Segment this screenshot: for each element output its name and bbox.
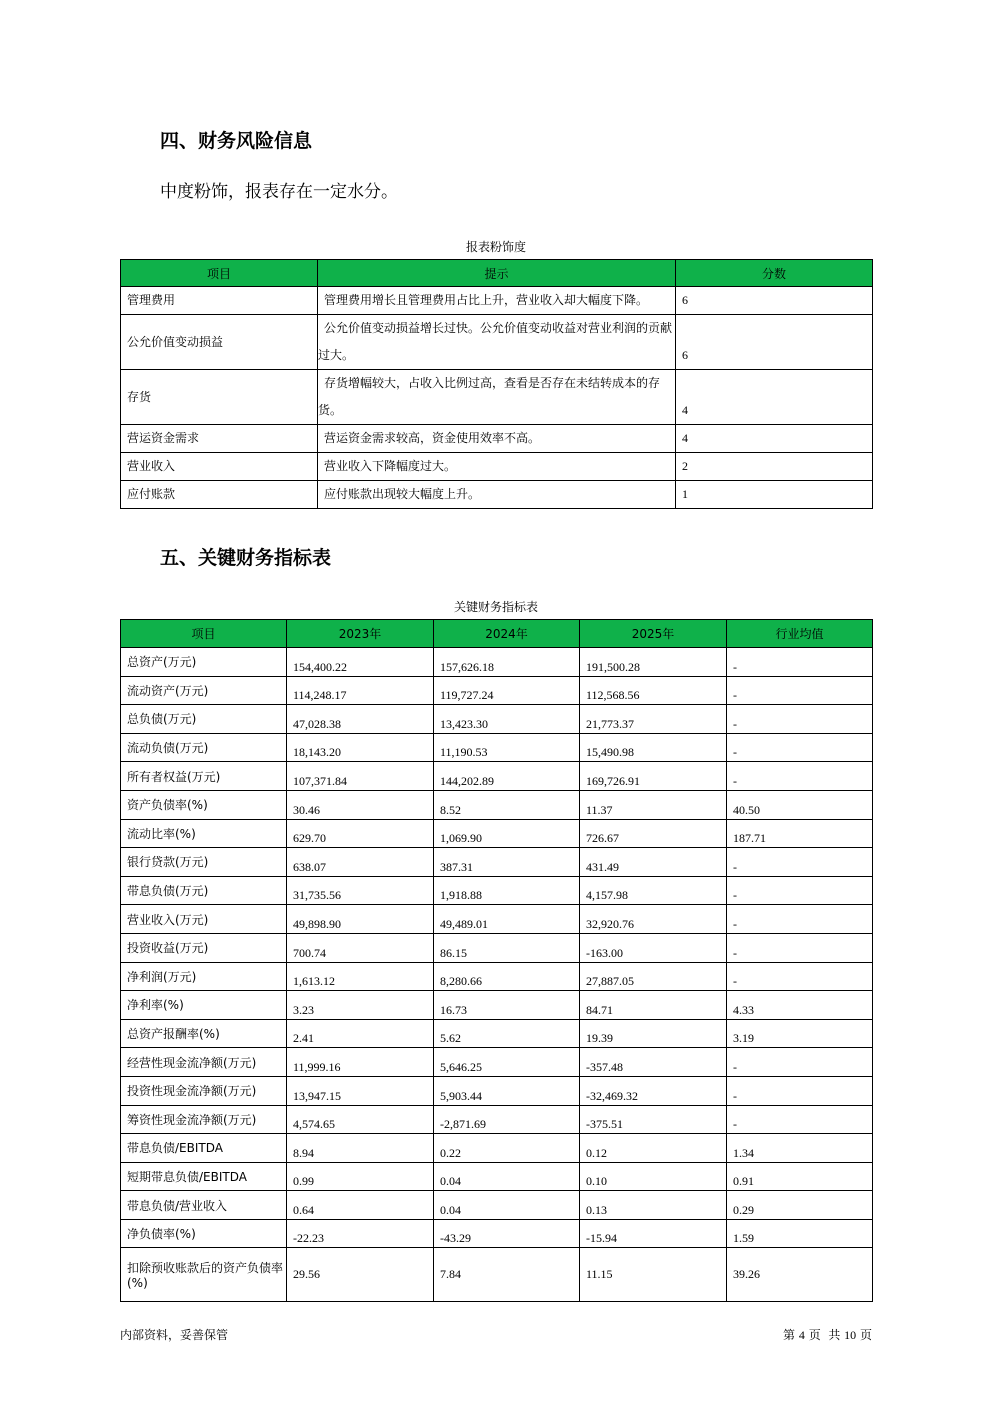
kpi-item: 净利润(万元) — [121, 962, 287, 991]
kpi-header-item: 项目 — [121, 620, 287, 648]
kpi-2025: 4,157.98 — [580, 876, 727, 905]
kpi-2024: 13,423.30 — [434, 705, 580, 734]
kpi-item: 扣除预收账款后的资产负债率(%) — [121, 1248, 287, 1302]
kpi-2023: 114,248.17 — [287, 676, 434, 705]
kpi-row — [121, 905, 873, 934]
footer-page-suffix: 页 — [859, 1328, 872, 1342]
kpi-item: 银行贷款(万元) — [121, 848, 287, 877]
kpi-2023: 629.70 — [287, 819, 434, 848]
kpi-industry: - — [727, 1105, 873, 1134]
kpi-header-2023: 2023年 — [287, 620, 434, 648]
risk-hint-text: 应付账款出现较大幅度上升。 — [324, 487, 481, 501]
kpi-2025: 84.71 — [580, 991, 727, 1020]
kpi-item: 资产负债率(%) — [121, 790, 287, 819]
kpi-2025: -15.94 — [580, 1219, 727, 1248]
kpi-2023: 31,735.56 — [287, 876, 434, 905]
kpi-row — [121, 733, 873, 762]
kpi-industry: - — [727, 705, 873, 734]
kpi-industry: - — [727, 876, 873, 905]
kpi-2023: 11,999.16 — [287, 1048, 434, 1077]
footer-page-mid: 页 共 — [808, 1328, 841, 1342]
kpi-industry: 0.29 — [727, 1191, 873, 1220]
risk-header-item: 项目 — [121, 260, 318, 287]
kpi-industry: - — [727, 962, 873, 991]
kpi-row — [121, 790, 873, 819]
risk-summary: 中度粉饰，报表存在一定水分。 — [160, 182, 398, 202]
kpi-item: 筹资性现金流净额(万元) — [121, 1105, 287, 1134]
kpi-item: 净利率(%) — [121, 991, 287, 1020]
kpi-2023: 3.23 — [287, 991, 434, 1020]
kpi-item: 总资产(万元) — [121, 648, 287, 677]
kpi-row — [121, 1248, 873, 1302]
risk-score: 1 — [676, 481, 873, 509]
risk-item: 营运资金需求 — [121, 425, 318, 453]
kpi-row — [121, 876, 873, 905]
kpi-2025: 0.12 — [580, 1134, 727, 1163]
kpi-row — [121, 1191, 873, 1220]
kpi-2023: 638.07 — [287, 848, 434, 877]
risk-hint — [318, 287, 676, 315]
kpi-industry: 1.59 — [727, 1219, 873, 1248]
kpi-item: 经营性现金流净额(万元) — [121, 1048, 287, 1077]
risk-item: 管理费用 — [121, 287, 318, 315]
kpi-header-2025: 2025年 — [580, 620, 727, 648]
risk-hint — [318, 425, 676, 453]
risk-hint — [318, 315, 676, 370]
kpi-2024: -2,871.69 — [434, 1105, 580, 1134]
kpi-row — [121, 991, 873, 1020]
risk-score: 4 — [676, 370, 873, 425]
risk-hint — [318, 453, 676, 481]
kpi-2024: 1,069.90 — [434, 819, 580, 848]
kpi-header-industry: 行业均值 — [727, 620, 873, 648]
kpi-industry: 4.33 — [727, 991, 873, 1020]
risk-header-score: 分数 — [676, 260, 873, 287]
kpi-2023: 2.41 — [287, 1019, 434, 1048]
kpi-industry: 0.91 — [727, 1162, 873, 1191]
kpi-item: 所有者权益(万元) — [121, 762, 287, 791]
kpi-2023: 0.99 — [287, 1162, 434, 1191]
kpi-2023: 29.56 — [287, 1248, 434, 1302]
risk-table-caption: 报表粉饰度 — [465, 240, 526, 254]
kpi-2025: -357.48 — [580, 1048, 727, 1077]
kpi-row — [121, 762, 873, 791]
kpi-item: 投资性现金流净额(万元) — [121, 1076, 287, 1105]
risk-row — [121, 453, 873, 481]
kpi-2025: -32,469.32 — [580, 1076, 727, 1105]
kpi-item: 带息负债/营业收入 — [121, 1191, 287, 1220]
kpi-2024: 5.62 — [434, 1019, 580, 1048]
kpi-row — [121, 1076, 873, 1105]
footer-page-number — [783, 1326, 872, 1343]
risk-score: 2 — [676, 453, 873, 481]
kpi-2025: 431.49 — [580, 848, 727, 877]
kpi-2025: 726.67 — [580, 819, 727, 848]
kpi-industry: - — [727, 848, 873, 877]
kpi-2023: 30.46 — [287, 790, 434, 819]
kpi-2025: -375.51 — [580, 1105, 727, 1134]
kpi-2023: 0.64 — [287, 1191, 434, 1220]
kpi-row — [121, 1162, 873, 1191]
risk-row — [121, 481, 873, 509]
kpi-item: 短期带息负债/EBITDA — [121, 1162, 287, 1191]
kpi-row — [121, 848, 873, 877]
kpi-row — [121, 1105, 873, 1134]
kpi-2025: 112,568.56 — [580, 676, 727, 705]
risk-score: 4 — [676, 425, 873, 453]
kpi-item: 带息负债/EBITDA — [121, 1134, 287, 1163]
kpi-2024: 144,202.89 — [434, 762, 580, 791]
kpi-2023: 49,898.90 — [287, 905, 434, 934]
risk-item: 营业收入 — [121, 453, 318, 481]
kpi-table-caption: 关键财务指标表 — [453, 600, 538, 614]
kpi-item: 总资产报酬率(%) — [121, 1019, 287, 1048]
kpi-item: 总负债(万元) — [121, 705, 287, 734]
kpi-2024: 8,280.66 — [434, 962, 580, 991]
kpi-2023: 47,028.38 — [287, 705, 434, 734]
risk-hint — [318, 481, 676, 509]
risk-row — [121, 425, 873, 453]
kpi-industry: 40.50 — [727, 790, 873, 819]
kpi-2024: 86.15 — [434, 933, 580, 962]
kpi-2024: 0.04 — [434, 1162, 580, 1191]
kpi-2024: 49,489.01 — [434, 905, 580, 934]
kpi-2023: 4,574.65 — [287, 1105, 434, 1134]
kpi-industry: - — [727, 933, 873, 962]
kpi-row — [121, 1219, 873, 1248]
kpi-row — [121, 1134, 873, 1163]
kpi-2025: 0.13 — [580, 1191, 727, 1220]
footer-page-prefix: 第 — [783, 1328, 796, 1342]
kpi-2024: 119,727.24 — [434, 676, 580, 705]
kpi-2025: 15,490.98 — [580, 733, 727, 762]
kpi-2024: 0.04 — [434, 1191, 580, 1220]
kpi-item: 净负债率(%) — [121, 1219, 287, 1248]
kpi-item: 投资收益(万元) — [121, 933, 287, 962]
kpi-2024: 387.31 — [434, 848, 580, 877]
kpi-2024: 8.52 — [434, 790, 580, 819]
kpi-row — [121, 1019, 873, 1048]
risk-hint-text: 公允价值变动损益增长过快。公允价值变动收益对营业利润的贡献过大。 — [318, 321, 673, 362]
footer-page-current: 4 — [798, 1328, 805, 1342]
kpi-2024: 5,903.44 — [434, 1076, 580, 1105]
kpi-item: 流动资产(万元) — [121, 676, 287, 705]
kpi-industry: - — [727, 676, 873, 705]
kpi-2024: 7.84 — [434, 1248, 580, 1302]
kpi-2024: 11,190.53 — [434, 733, 580, 762]
risk-hint-text: 营业收入下降幅度过大。 — [324, 459, 457, 473]
kpi-industry: 187.71 — [727, 819, 873, 848]
risk-row — [121, 370, 873, 425]
kpi-header-2024: 2024年 — [434, 620, 580, 648]
kpi-industry: - — [727, 1076, 873, 1105]
kpi-2025: 21,773.37 — [580, 705, 727, 734]
kpi-row — [121, 705, 873, 734]
kpi-2024: 0.22 — [434, 1134, 580, 1163]
kpi-2025: 32,920.76 — [580, 905, 727, 934]
risk-item: 应付账款 — [121, 481, 318, 509]
kpi-2023: 18,143.20 — [287, 733, 434, 762]
risk-score: 6 — [676, 287, 873, 315]
kpi-2024: 1,918.88 — [434, 876, 580, 905]
risk-table — [120, 259, 873, 509]
kpi-2025: 19.39 — [580, 1019, 727, 1048]
kpi-industry: - — [727, 648, 873, 677]
kpi-2023: 13,947.15 — [287, 1076, 434, 1105]
footer-page-total: 10 — [844, 1328, 857, 1342]
kpi-2024: 16.73 — [434, 991, 580, 1020]
kpi-item: 带息负债(万元) — [121, 876, 287, 905]
risk-row — [121, 287, 873, 315]
kpi-2025: 27,887.05 — [580, 962, 727, 991]
kpi-2025: 11.37 — [580, 790, 727, 819]
kpi-row — [121, 819, 873, 848]
kpi-2023: 1,613.12 — [287, 962, 434, 991]
risk-hint-text: 营运资金需求较高，资金使用效率不高。 — [324, 431, 541, 445]
kpi-2023: 107,371.84 — [287, 762, 434, 791]
kpi-row — [121, 933, 873, 962]
kpi-2025: 191,500.28 — [580, 648, 727, 677]
kpi-item: 营业收入(万元) — [121, 905, 287, 934]
kpi-2023: 154,400.22 — [287, 648, 434, 677]
kpi-industry: - — [727, 905, 873, 934]
section-heading-risk: 四、财务风险信息 — [160, 130, 313, 152]
kpi-2025: 0.10 — [580, 1162, 727, 1191]
kpi-item: 流动比率(%) — [121, 819, 287, 848]
kpi-item: 流动负债(万元) — [121, 733, 287, 762]
kpi-2025: -163.00 — [580, 933, 727, 962]
kpi-industry: - — [727, 733, 873, 762]
risk-item: 存货 — [121, 370, 318, 425]
kpi-2024: 157,626.18 — [434, 648, 580, 677]
risk-hint-text: 存货增幅较大，占收入比例过高，查看是否存在未结转成本的存货。 — [318, 376, 661, 417]
risk-hint — [318, 370, 676, 425]
risk-score: 6 — [676, 315, 873, 370]
kpi-industry: 1.34 — [727, 1134, 873, 1163]
kpi-2024: -43.29 — [434, 1219, 580, 1248]
kpi-industry: 3.19 — [727, 1019, 873, 1048]
kpi-2023: -22.23 — [287, 1219, 434, 1248]
kpi-industry: - — [727, 1048, 873, 1077]
section-heading-kpi: 五、关键财务指标表 — [160, 547, 332, 569]
risk-header-hint: 提示 — [318, 260, 676, 287]
kpi-row — [121, 648, 873, 677]
kpi-industry: 39.26 — [727, 1248, 873, 1302]
kpi-row — [121, 1048, 873, 1077]
kpi-2025: 11.15 — [580, 1248, 727, 1302]
risk-hint-text: 管理费用增长且管理费用占比上升，营业收入却大幅度下降。 — [324, 293, 649, 307]
kpi-2024: 5,646.25 — [434, 1048, 580, 1077]
kpi-2025: 169,726.91 — [580, 762, 727, 791]
kpi-row — [121, 962, 873, 991]
risk-row — [121, 315, 873, 370]
kpi-2023: 8.94 — [287, 1134, 434, 1163]
kpi-2023: 700.74 — [287, 933, 434, 962]
footer-confidential: 内部资料，妥善保管 — [120, 1328, 229, 1342]
risk-item: 公允价值变动损益 — [121, 315, 318, 370]
kpi-industry: - — [727, 762, 873, 791]
kpi-table — [120, 619, 873, 1302]
kpi-row — [121, 676, 873, 705]
